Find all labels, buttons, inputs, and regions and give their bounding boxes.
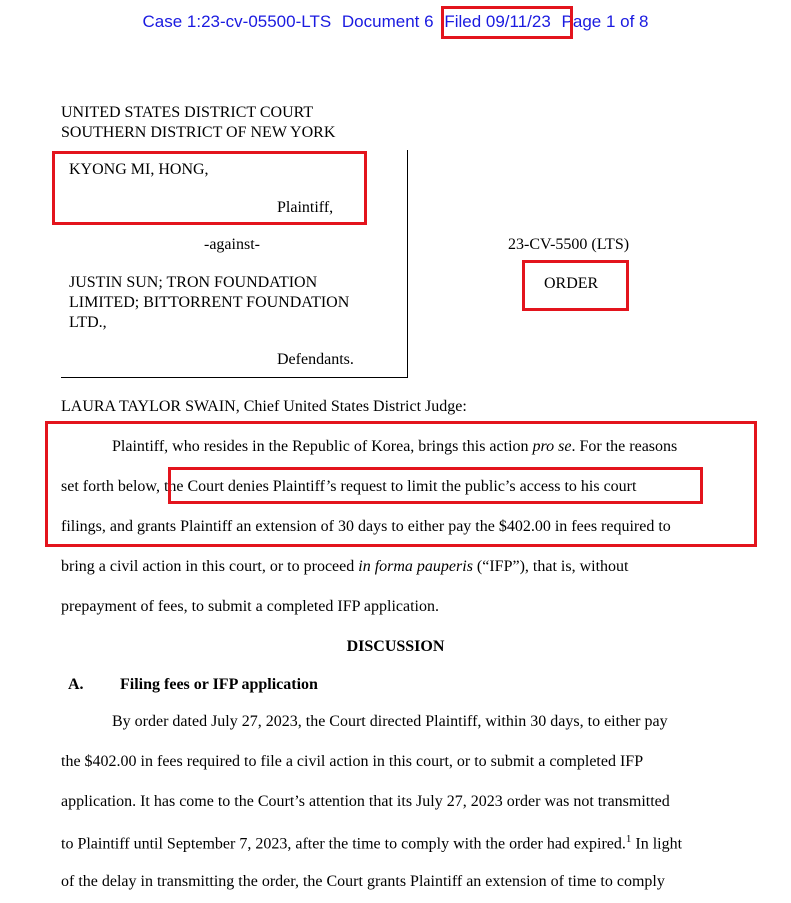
section-a-text: In light [631, 835, 683, 853]
judge-line: LAURA TAYLOR SWAIN, Chief United States District Judge: [61, 398, 467, 415]
ecf-header [0, 12, 791, 32]
defendants-line-2: LIMITED; BITTORRENT FOUNDATION [69, 294, 350, 311]
intro-line-5: prepayment of fees, to submit a completed IFP application. [61, 598, 439, 615]
case-number: Case 1:23-cv-05500-LTS [142, 12, 332, 31]
intro-text: . For the reasons [571, 438, 678, 455]
plaintiff-highlight [52, 151, 367, 225]
document-number: Document 6 [341, 12, 434, 31]
intro-italic: in forma pauperis [358, 558, 473, 575]
section-a-line-3: application. It has come to the Court’s attention that its July 27, 2023 order was not transmitted [61, 793, 670, 810]
intro-text: the Court denies Plaintiff’s request to limit the public’s access to his court [163, 478, 637, 495]
intro-line-4 [61, 558, 628, 576]
intro-text: (“IFP”), that is, without [472, 558, 629, 575]
filed-date-highlight [441, 6, 573, 39]
section-a-line-1: By order dated July 27, 2023, the Court directed Plaintiff, within 30 days, to either pay [112, 713, 668, 730]
defendants-line-1: JUSTIN SUN; TRON FOUNDATION [69, 274, 318, 291]
intro-text: bring a civil action in this court, or to proceed [61, 558, 359, 575]
court-name [61, 103, 335, 143]
section-a-text: to Plaintiff until September 7, 2023, after the time to comply with the order had expired. [61, 835, 626, 853]
defendants-line-3: LTD., [69, 314, 107, 331]
denial-highlight [168, 467, 703, 504]
footnote-ref[interactable]: 1 [625, 833, 632, 845]
docket-number: 23-CV-5500 (LTS) [508, 236, 630, 253]
intro-text: Plaintiff, who resides in the Republic of Korea, brings this action [112, 438, 533, 455]
section-a-line-2: the $402.00 in fees required to file a civil action in this court, or to submit a completed IFP [61, 753, 644, 770]
section-letter: A. [68, 676, 84, 693]
order-highlight [522, 260, 629, 311]
defendants-names [69, 273, 349, 333]
against-label: -against- [204, 236, 260, 253]
defendants-role: Defendants. [277, 351, 354, 368]
intro-italic: pro se [532, 438, 572, 455]
filed-date: Filed 09/11/23 [444, 12, 551, 31]
section-a-line-4 [61, 833, 682, 853]
intro-text: set forth below, [61, 478, 164, 495]
intro-line-3: filings, and grants Plaintiff an extension of 30 days to either pay the $402.00 in fees required to [61, 518, 671, 535]
court-line-1: UNITED STATES DISTRICT COURT [61, 104, 314, 121]
section-title: Filing fees or IFP application [120, 676, 318, 693]
order-title: ORDER [544, 275, 599, 292]
plaintiff-name: KYONG MI, HONG, [69, 161, 209, 178]
section-a-line-5: of the delay in transmitting the order, the Court grants Plaintiff an extension of time to comply [61, 873, 665, 890]
page-count: Page 1 of 8 [561, 12, 649, 31]
plaintiff-role: Plaintiff, [277, 199, 334, 216]
discussion-heading: DISCUSSION [346, 638, 445, 655]
court-line-2: SOUTHERN DISTRICT OF NEW YORK [61, 124, 336, 141]
